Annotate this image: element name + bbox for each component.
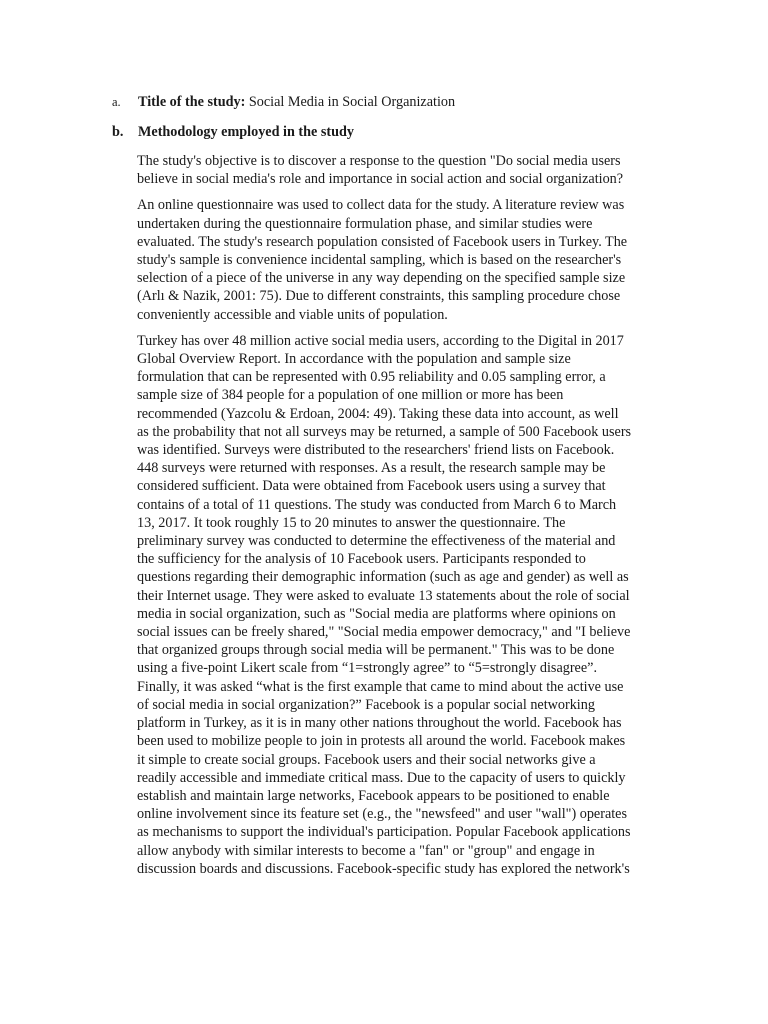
text-line: considered sufficient. Data were obtained from Facebook users using a survey that — [137, 478, 606, 495]
text-line: of social media in social organization?” Facebook is a popular social networking — [137, 696, 595, 713]
text-line: discussion boards and discussions. Facebook-specific study has explored the network's — [137, 860, 630, 877]
text-line: Turkey has over 48 million active social media users, according to the Digital in 2017 — [137, 332, 624, 349]
text-line: believe in social media's role and importance in social action and social organization? — [137, 171, 624, 188]
text-line: as the probability that not all surveys may be returned, a sample of 500 Facebook users — [137, 423, 632, 440]
text-line: conveniently accessible and viable units of population. — [137, 306, 448, 323]
text-line: Global Overview Report. In accordance with the population and sample size — [137, 351, 571, 368]
text-line: 448 surveys were returned with responses. As a result, the research sample may be — [137, 460, 606, 477]
text-line: allow anybody with similar interests to become a "fan" or "group" and engage in — [137, 842, 595, 859]
paragraph-sample — [137, 332, 677, 878]
study-title-label: Title of the study: — [138, 94, 246, 110]
paragraph-objective — [137, 152, 677, 188]
text-line: contains of a total of 11 questions. The study was conducted from March 6 to March — [137, 496, 617, 513]
methodology-heading-label: Methodology employed in the study — [138, 124, 354, 140]
text-line: using a five-point Likert scale from “1=strongly agree” to “5=strongly disagree”. — [137, 660, 597, 677]
text-line: their Internet usage. They were asked to evaluate 13 statements about the role of social — [137, 587, 630, 604]
methodology-body — [137, 152, 677, 886]
text-line: formulation that can be represented with 0.95 reliability and 0.05 sampling error, a — [137, 369, 606, 386]
text-line: was identified. Surveys were distributed to the researchers' friend lists on Facebook. — [137, 442, 615, 459]
text-line: study's sample is convenience incidental sampling, which is based on the researcher's — [137, 252, 622, 269]
text-line: establish and maintain large networks, Facebook appears to be positioned to enable — [137, 787, 610, 804]
item-a-marker: a. — [112, 95, 121, 109]
text-line: that organized groups through social media will be permanent." This was to be done — [137, 642, 615, 659]
text-line: undertaken during the questionnaire formulation phase, and similar studies were — [137, 215, 593, 232]
text-line: online involvement since its feature set (e.g., the "newsfeed" and user "wall") operates — [137, 806, 628, 823]
item-b-methodology-heading — [112, 123, 672, 141]
text-line: An online questionnaire was used to collect data for the study. A literature review was — [137, 197, 625, 214]
text-line: readily accessible and immediate critical mass. Due to the capacity of users to quickly — [137, 769, 626, 786]
text-line: questions regarding their demographic information (such as age and gender) as well as — [137, 569, 629, 586]
text-line: social issues can be freely shared," "Social media empower democracy," and "I believe — [137, 624, 631, 641]
text-line: recommended (Yazcolu & Erdoan, 2004: 49). Taking these data into account, as well — [137, 405, 619, 422]
text-line: as mechanisms to support the individual's participation. Popular Facebook applications — [137, 824, 631, 841]
text-line: The study's objective is to discover a response to the question "Do social media users — [137, 153, 621, 169]
text-line: Finally, it was asked “what is the first example that came to mind about the active use — [137, 678, 624, 695]
text-line: (Arlı & Nazik, 2001: 75). Due to different constraints, this sampling procedure chose — [137, 288, 621, 305]
text-line: 13, 2017. It took roughly 15 to 20 minutes to answer the questionnaire. The — [137, 514, 566, 531]
text-line: media in social organization, such as "Social media are platforms where opinions on — [137, 605, 616, 622]
text-line: platform in Turkey, as it is in many other nations throughout the world. Facebook has — [137, 715, 622, 732]
study-title-value: Social Media in Social Organization — [245, 94, 456, 110]
item-b-marker: b. — [112, 124, 124, 140]
text-line: evaluated. The study's research population consisted of Facebook users in Turkey. The — [137, 233, 628, 250]
text-line: preliminary survey was conducted to determine the effectiveness of the material and — [137, 533, 616, 550]
text-line: sample size of 384 people for a population of one million or more has been — [137, 387, 564, 404]
text-line: the sufficiency for the analysis of 10 Facebook users. Participants responded to — [137, 551, 586, 568]
text-line: been used to mobilize people to join in protests all around the world. Facebook makes — [137, 733, 626, 750]
paragraph-questionnaire — [137, 196, 677, 323]
item-a-study-title — [112, 93, 672, 111]
text-line: it simple to create social groups. Facebook users and their social networks give a — [137, 751, 596, 768]
text-line: selection of a piece of the universe in any way depending on the specified sample size — [137, 270, 626, 287]
